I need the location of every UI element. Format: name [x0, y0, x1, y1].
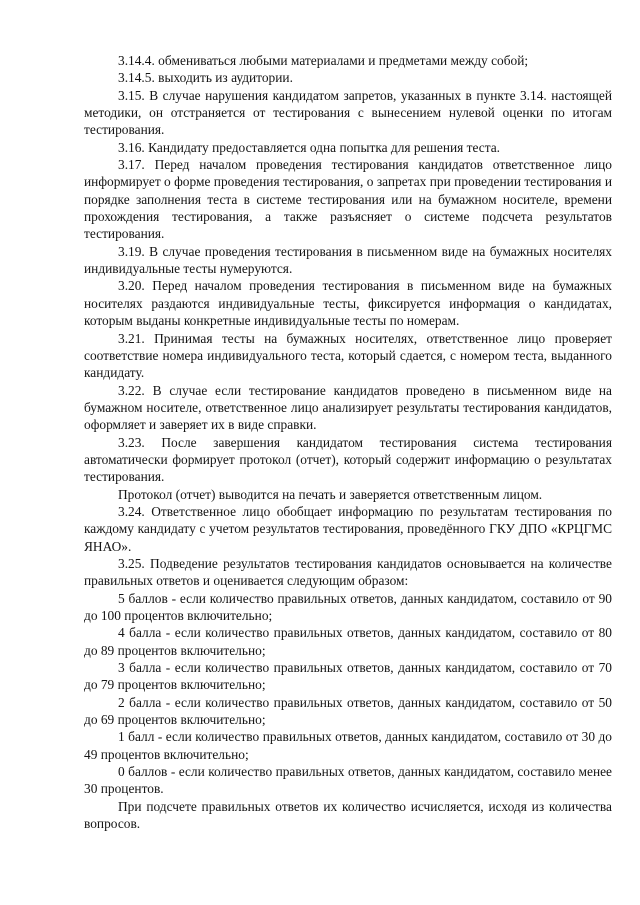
paragraph-3-23: 3.23. После завершения кандидатом тестирования система тестирования автоматически формирует протокол (отчет), который содержит информацию о результатах тестирования.	[84, 434, 612, 485]
paragraph-3-19: 3.19. В случае проведения тестирования в письменном виде на бумажных носителях индивидуальные тесты нумеруются.	[84, 243, 612, 277]
paragraph-3-22: 3.22. В случае если тестирование кандидатов проведено в письменном виде на бумажном носителе, ответственное лицо анализирует результаты тестирования кандидатов, оформляет и заверяет их в виде справки.	[84, 382, 612, 433]
score-2-points: 2 балла - если количество правильных ответов, данных кандидатом, составило от 50 до 69 процентов включительно;	[84, 694, 612, 728]
document-body	[84, 52, 612, 832]
score-4-points: 4 балла - если количество правильных ответов, данных кандидатом, составило от 80 до 89 процентов включительно;	[84, 625, 612, 658]
paragraph-3-25: 3.25. Подведение результатов тестирования кандидатов основывается на количестве правильных ответов и оценивается следующим образом:	[84, 555, 612, 589]
score-1-point: 1 балл - если количество правильных ответов, данных кандидатом, составило от 30 до 49 процентов включительно;	[84, 729, 612, 762]
paragraph-3-20: 3.20. Перед началом проведения тестирования в письменном виде на бумажных носителях раздаются индивидуальные тесты, фиксируется информация о кандидатах, которым выданы конкретные индивидуальные тесты по номерам.	[84, 278, 612, 329]
paragraph-3-15: 3.15. В случае нарушения кандидатом запретов, указанных в пункте 3.14. настоящей методики, он отстраняется от тестирования с вынесением нулевой оценки по итогам тестирования.	[84, 87, 612, 138]
score-3-points: 3 балла - если количество правильных ответов, данных кандидатом, составило от 70 до 79 процентов включительно;	[84, 660, 612, 693]
paragraph-3-16: 3.16. Кандидату предоставляется одна попытка для решения теста.	[118, 139, 501, 155]
paragraph-3-21: 3.21. Принимая тесты на бумажных носителях, ответственное лицо проверяет соответствие номера индивидуального теста, который сдается, с номером теста, выданного кандидату.	[84, 330, 612, 381]
score-5-points: 5 баллов - если количество правильных ответов, данных кандидатом, составило от 90 до 100 процентов включительно;	[84, 590, 612, 623]
paragraph-3-24: 3.24. Ответственное лицо обобщает информацию по результатам тестирования по каждому кандидату с учетом результатов тестирования, проведённого ГКУ ДПО «КРЦГМС ЯНАО».	[84, 503, 612, 554]
paragraph-3-14-4: 3.14.4. обмениваться любыми материалами и предметами между собой;	[118, 53, 529, 68]
paragraph-3-14-5: 3.14.5. выходить из аудитории.	[118, 70, 293, 86]
paragraph-counting-rule: При подсчете правильных ответов их количество исчисляется, исходя из количества вопросов.	[84, 798, 612, 832]
paragraph-3-17: 3.17. Перед началом проведения тестирования кандидатов ответственное лицо информирует о форме проведения тестирования, о запретах при проведении тестирования и порядке заполнения теста в системе тестирования или на бумажном носителе, времени прохождения тестирования, а также разъясняет о системе подсчета результатов тестирования.	[84, 157, 612, 242]
paragraph-protocol: Протокол (отчет) выводится на печать и заверяется ответственным лицом.	[118, 486, 543, 502]
score-0-points: 0 баллов - если количество правильных ответов, данных кандидатом, составило менее 30 процентов.	[84, 764, 612, 797]
